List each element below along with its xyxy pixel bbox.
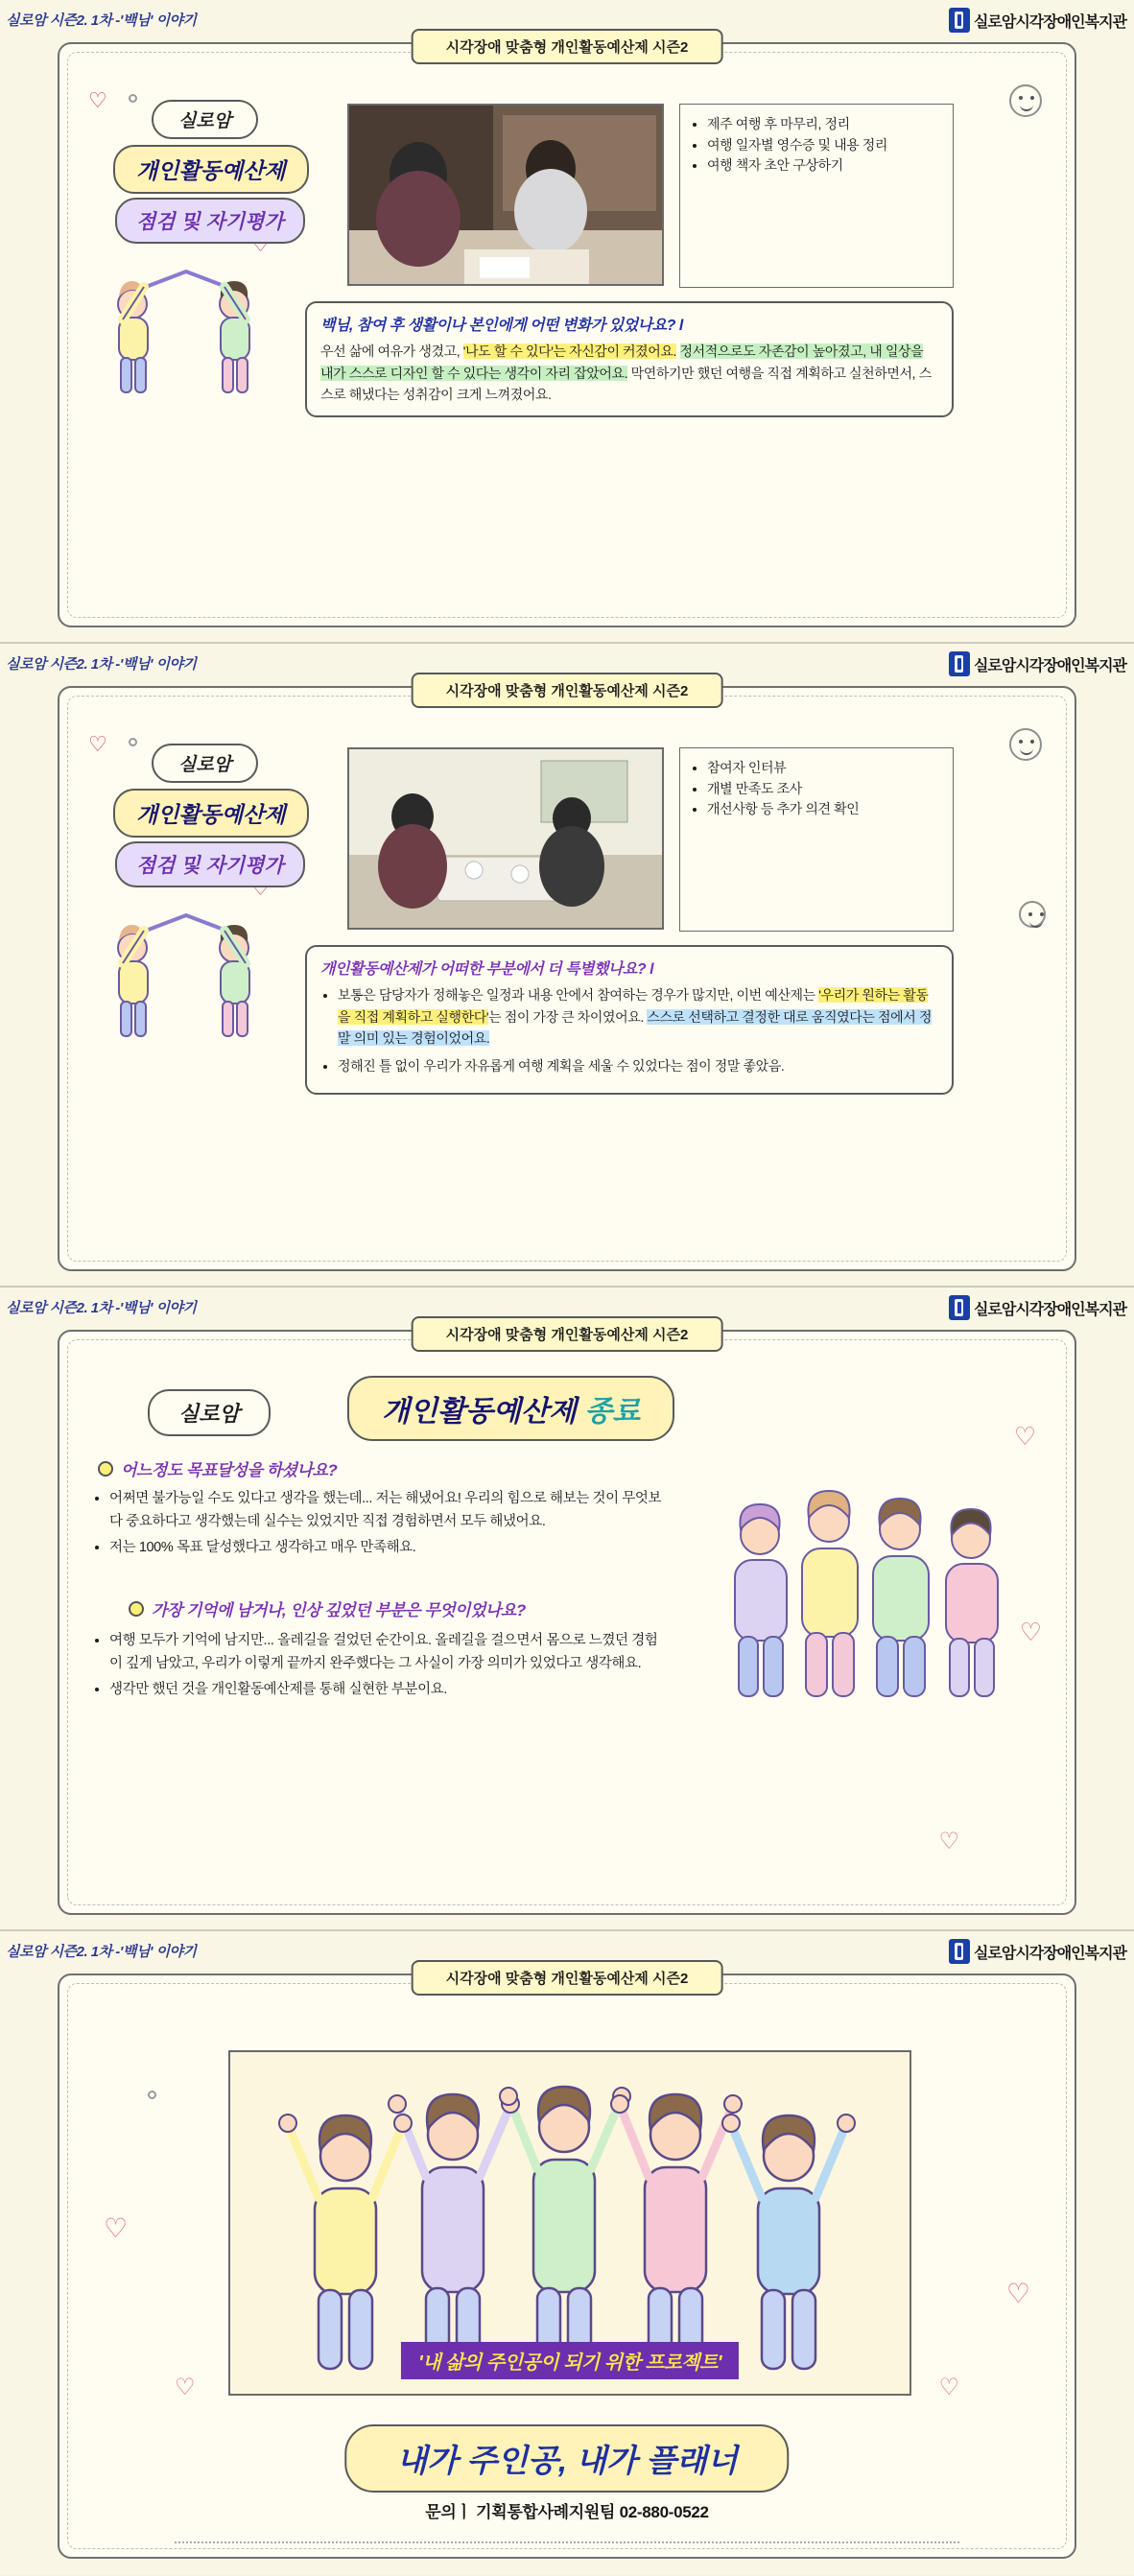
logo-mark-icon (949, 651, 970, 676)
list-item: • 여행 책자 초안 구상하기 (707, 155, 941, 177)
circle-dot-icon (129, 738, 137, 746)
heart-icon: ♡ (1019, 1618, 1042, 1646)
header-title: 실로암 시즌2. 1차 -'백님' 이야기 (6, 656, 197, 673)
title-line-3: 점검 및 자기평가 (115, 841, 305, 887)
list-item: • 저는 100% 목표 달성했다고 생각하고 매우 만족해요. (109, 1536, 666, 1559)
title-line-2: 개인활동예산제 (113, 145, 309, 194)
task-bullet-list (690, 758, 941, 820)
group-celebration-photo (228, 2050, 911, 2396)
heart-icon: ♡ (1013, 1422, 1036, 1451)
closing-title (347, 1376, 674, 1441)
title-line-1: 실로암 (148, 1389, 271, 1436)
closing-title-end: 종료 (584, 1396, 641, 1428)
closing-title-main: 개인활동예산제 (382, 1396, 577, 1428)
list-item: • 개선사항 등 추가 의견 확인 (707, 799, 941, 820)
slide-card (58, 683, 1076, 1271)
question-2-text: 가장 기억에 남거나, 인상 깊었던 부분은 무엇이었나요? (152, 1601, 526, 1619)
task-bullet-list (690, 114, 941, 177)
slide-2 (0, 644, 1134, 1288)
people-highfive-illustration (90, 904, 282, 1043)
heart-icon: ♡ (104, 2213, 129, 2243)
smiley-face-icon (1009, 84, 1042, 117)
title-line-1: 실로암 (152, 100, 258, 139)
program-ribbon: 시각장애 맞춤형 개인활동예산제 시즌2 (412, 29, 723, 64)
contact-info: 문의ㅣ 기획통합사례지원팀 02-880-0522 (425, 2503, 709, 2521)
heart-icon: ♡ (938, 1829, 959, 1855)
header-title: 실로암 시즌2. 1차 -'백님' 이야기 (6, 12, 197, 29)
heart-icon: ♡ (1005, 2279, 1030, 2308)
organization-logo (949, 651, 1126, 676)
heart-icon: ♡ (88, 732, 107, 756)
header-title: 실로암 시즌2. 1차 -'백님' 이야기 (6, 1944, 197, 1960)
main-slogan: 내가 주인공, 내가 플래너 (344, 2424, 789, 2493)
answer-1-list (90, 1487, 666, 1562)
task-bullets-panel (679, 747, 954, 932)
project-slogan-band: '내 삶의 주인공이 되기 위한 프로젝트' (401, 2342, 739, 2379)
list-item: • 개별 만족도 조사 (707, 779, 941, 800)
task-bullets-panel (679, 104, 954, 288)
title-line-1: 실로암 (152, 744, 258, 783)
question-1-text: 어느정도 목표달성을 하셨나요? (121, 1461, 338, 1479)
slide-4 (0, 1931, 1134, 2575)
organization-logo (949, 8, 1126, 33)
interview-qa-balloon (305, 945, 954, 1095)
list-item: • 여행 모두가 기억에 남지만... 올레길을 걸었던 순간이요. 올레길을 걸으면서 몸으로 느꼈던 경험이 깊게 남았고, 우리가 이렇게 끝까지 완주했다는 그 사실이 가장 의미가 있었다고 생각해요. (109, 1629, 666, 1675)
interview-question: 백님, 참여 후 생활이나 본인에게 어떤 변화가 있었나요? l (320, 318, 683, 334)
logo-mark-icon (949, 1295, 970, 1320)
circle-dot-icon (148, 2091, 156, 2099)
smiley-face-icon (1019, 901, 1046, 928)
slide-3 (0, 1288, 1134, 1931)
answer-2-list (90, 1629, 666, 1704)
logo-mark-icon (949, 8, 970, 33)
list-item: • 어쩌면 불가능일 수도 있다고 생각을 했는데... 저는 해냈어요! 우리의 힘으로 해보는 것이 무엇보다 중요하다고 생각했는데 실수는 있었지만 직접 경험하면서 모두 해냈어요. (109, 1487, 666, 1533)
slide-card (58, 39, 1076, 627)
interview-question: 개인활동예산제가 어떠한 부분에서 더 특별했나요? l (320, 961, 654, 978)
program-ribbon: 시각장애 맞춤형 개인활동예산제 시즌2 (412, 1316, 723, 1352)
list-item: • 여행 일자별 영수증 및 내용 정리 (707, 135, 941, 156)
logo-text: 실로암시각장애인복지관 (973, 13, 1126, 31)
circle-dot-icon (129, 94, 137, 103)
people-highfive-illustration (90, 260, 282, 399)
title-line-3: 점검 및 자기평가 (115, 198, 305, 244)
list-item: • 생각만 했던 것을 개인활동예산제를 통해 실현한 부분이요. (109, 1678, 666, 1701)
group-people-illustration (710, 1476, 1036, 1725)
question-2 (129, 1596, 526, 1620)
list-item: • 정해진 틀 없이 우리가 자유롭게 여행 계획을 세울 수 있었다는 점이 정말 좋았음. (338, 1055, 938, 1077)
program-ribbon: 시각장애 맞춤형 개인활동예산제 시즌2 (412, 673, 723, 708)
logo-text: 실로암시각장애인복지관 (973, 1945, 1126, 1962)
list-item: • 참여자 인터뷰 (707, 758, 941, 779)
list-item: • 제주 여행 후 마무리, 정리 (707, 114, 941, 135)
interview-qa-balloon (305, 301, 954, 417)
slide-1 (0, 0, 1134, 644)
organization-logo (949, 1939, 1126, 1964)
logo-mark-icon (949, 1939, 970, 1964)
smiley-face-icon (1009, 728, 1042, 761)
heart-icon: ♡ (938, 2375, 959, 2400)
interview-answer-list (320, 984, 938, 1077)
bullet-bead-icon (98, 1461, 113, 1477)
program-ribbon: 시각장애 맞춤형 개인활동예산제 시즌2 (412, 1960, 723, 1996)
slide-card (58, 1973, 1076, 2559)
heart-icon: ♡ (88, 88, 107, 112)
logo-text: 실로암시각장애인복지관 (973, 1301, 1126, 1318)
activity-photo (347, 104, 664, 286)
question-1 (98, 1456, 337, 1480)
divider (175, 2541, 959, 2543)
logo-text: 실로암시각장애인복지관 (973, 657, 1126, 674)
interview-answer: 우선 삶에 여유가 생겼고, '나도 할 수 있다'는 자신감이 커졌어요. 정서적으로도 자존감이 높아졌고, 내 일상을 내가 스스로 디자인 할 수 있다는 생각이 자리 잡았어요. 막연하기만 했던 여행을 직접 계획하고 실천하면서, 스스로 해냈다는 성취감이 크게 느껴졌어요. (320, 343, 932, 403)
organization-logo (949, 1295, 1126, 1320)
slide-card (58, 1327, 1076, 1915)
bullet-bead-icon (129, 1601, 144, 1617)
header-title: 실로암 시즌2. 1차 -'백님' 이야기 (6, 1300, 197, 1316)
title-line-2: 개인활동예산제 (113, 789, 309, 838)
heart-icon: ♡ (175, 2375, 196, 2400)
activity-photo (347, 747, 664, 930)
list-item: • 보통은 담당자가 정해놓은 일정과 내용 안에서 참여하는 경우가 많지만, 이번 예산제는 '우리가 원하는 활동을 직접 계획하고 실행한다'는 점이 가장 큰 차이였어요. 스스로 선택하고 결정한 대로 움직였다는 점에서 정말 의미 있는 경험이었어요. (338, 984, 938, 1050)
